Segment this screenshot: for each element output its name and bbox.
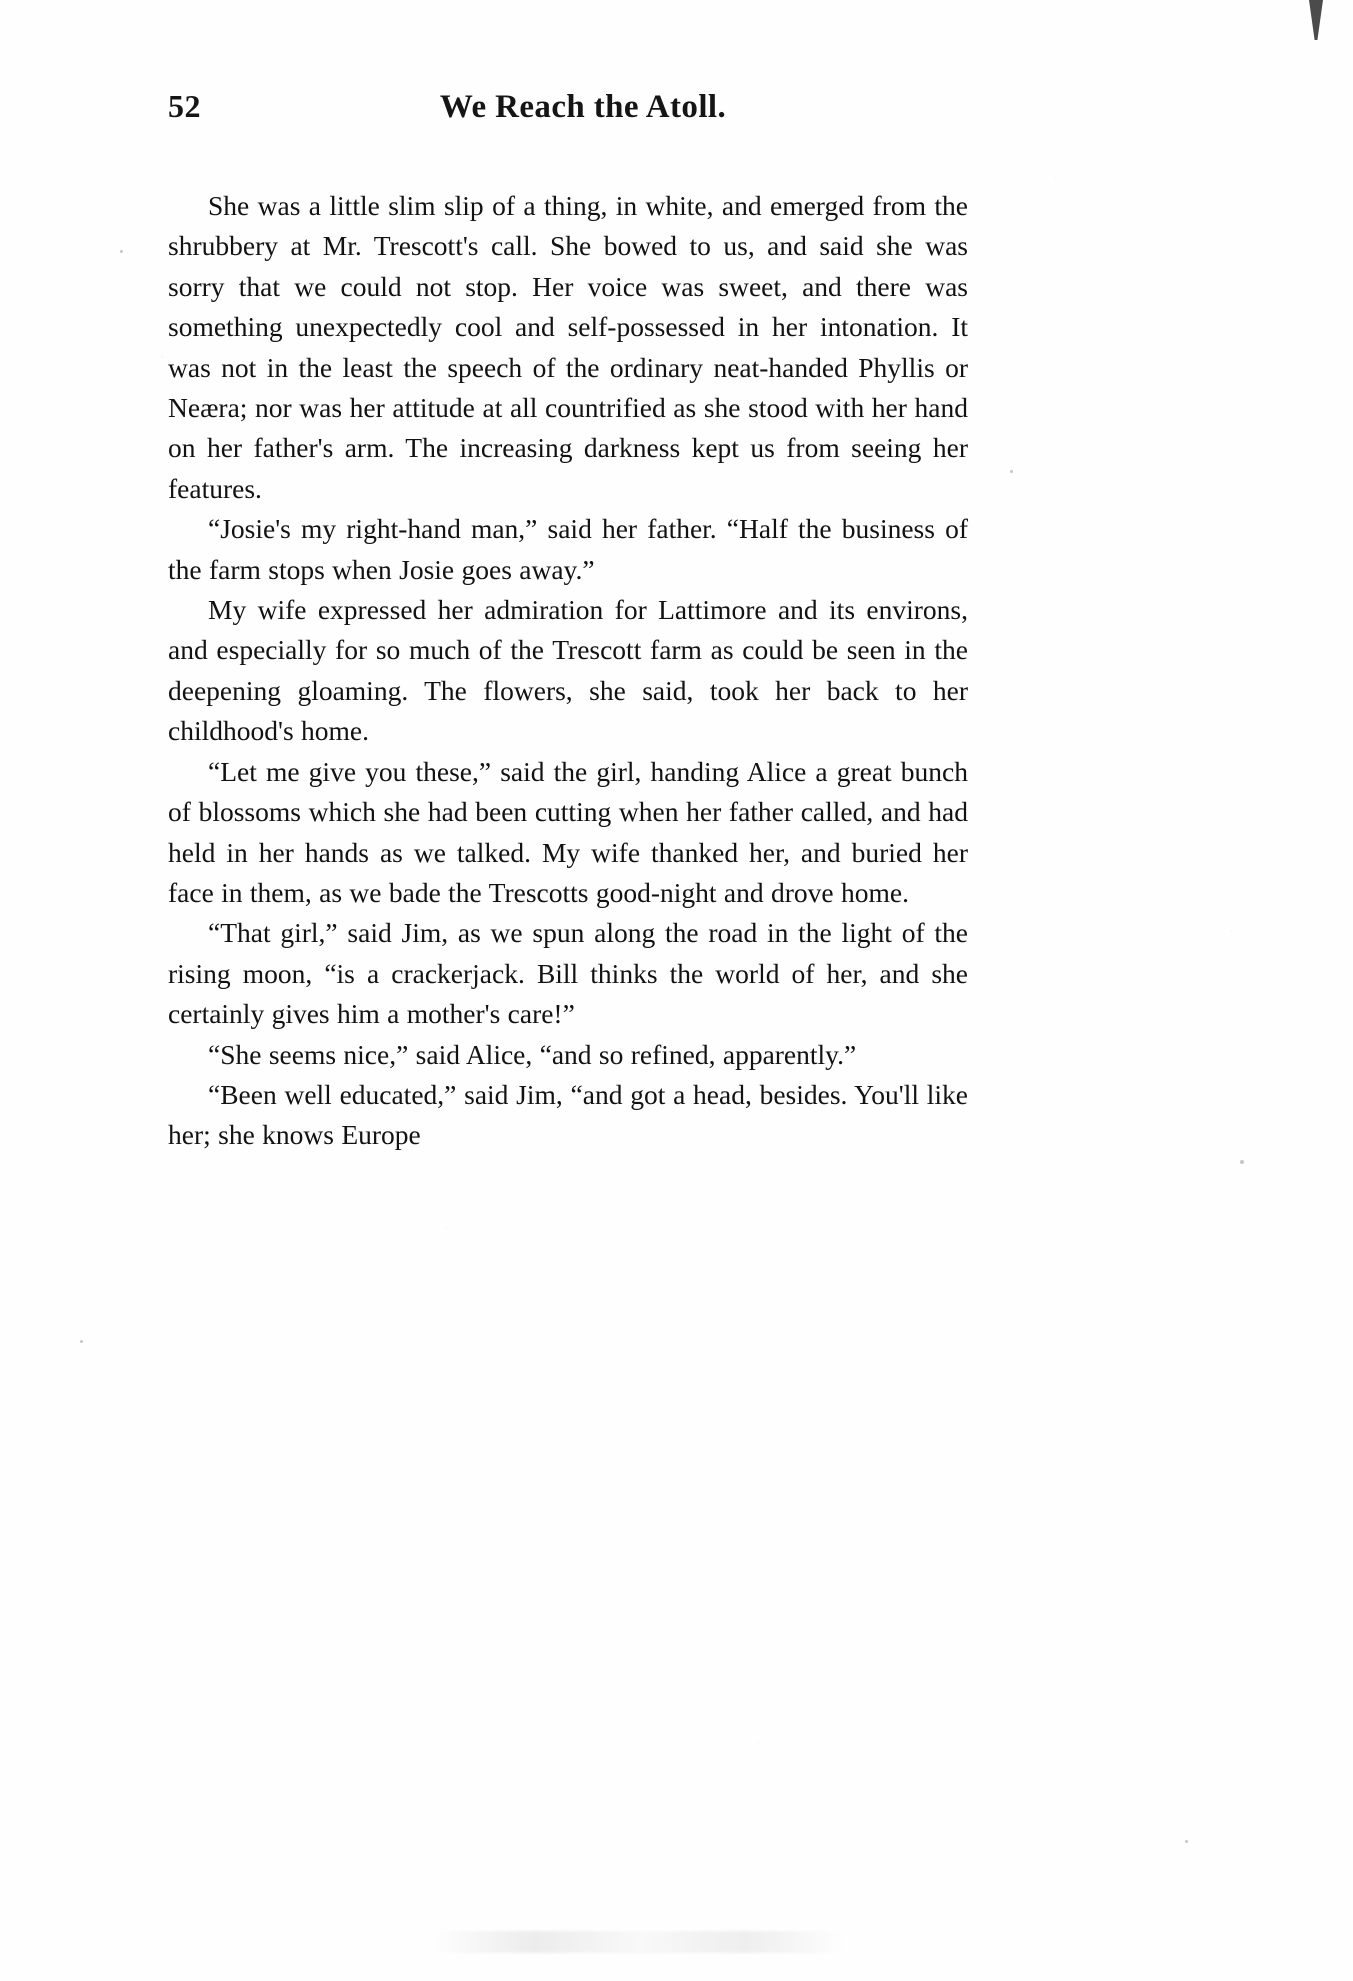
- body-paragraph: “Let me give you these,” said the girl, handing Alice a great bunch of blossoms which she had been cutting when her father called, and had held in her hands as we talked. My wife thanked her, and buried her face in them, as we bade the Trescotts good-night and drove home.: [168, 755, 968, 908]
- paper-speck: [1240, 1160, 1244, 1164]
- page-header: [168, 88, 968, 142]
- body-paragraph: “She seems nice,” said Alice, “and so refined, apparently.”: [208, 1038, 857, 1070]
- page-text-block: [168, 88, 968, 1156]
- body-paragraph: She was a little slim slip of a thing, in white, and emerged from the shrubbery at Mr. Trescott's call. She bowed to us, and said she was sorry that we could not stop. Her voice was sweet, and there was something unexpectedly cool and self-possessed in her intonation. It was not in the least the speech of the ordinary neat-handed Phyllis or Neæra; nor was her attitude at all countrified as she stood with her hand on her father's arm. The increasing darkness kept us from seeing her features.: [168, 190, 968, 504]
- paper-speck: [80, 1340, 83, 1343]
- paper-smudge: [430, 1931, 850, 1953]
- body-paragraph: “Been well educated,” said Jim, “and got a head, besides. You'll like her; she knows Europe: [168, 1078, 968, 1151]
- paper-speck: [120, 250, 123, 253]
- page-edge-mark: [1309, 0, 1323, 40]
- body-paragraph: “Josie's my right-hand man,” said her father. “Half the business of the farm stops when Josie goes away.”: [168, 513, 968, 585]
- running-head-title: We Reach the Atoll.: [439, 89, 727, 125]
- paper-speck: [1185, 1840, 1188, 1843]
- paper-speck: [1010, 470, 1013, 473]
- body-paragraph: My wife expressed her admiration for Lattimore and its environs, and especially for so much of the Trescott farm as could be seen in the deepening gloaming. The flowers, she said, took her back to her childhood's home.: [168, 594, 968, 747]
- page-number: 52: [168, 88, 201, 124]
- body-paragraph: “That girl,” said Jim, as we spun along the road in the light of the rising moon, “is a crackerjack. Bill thinks the world of her, and she certainly gives him a mother's care!”: [168, 917, 968, 1030]
